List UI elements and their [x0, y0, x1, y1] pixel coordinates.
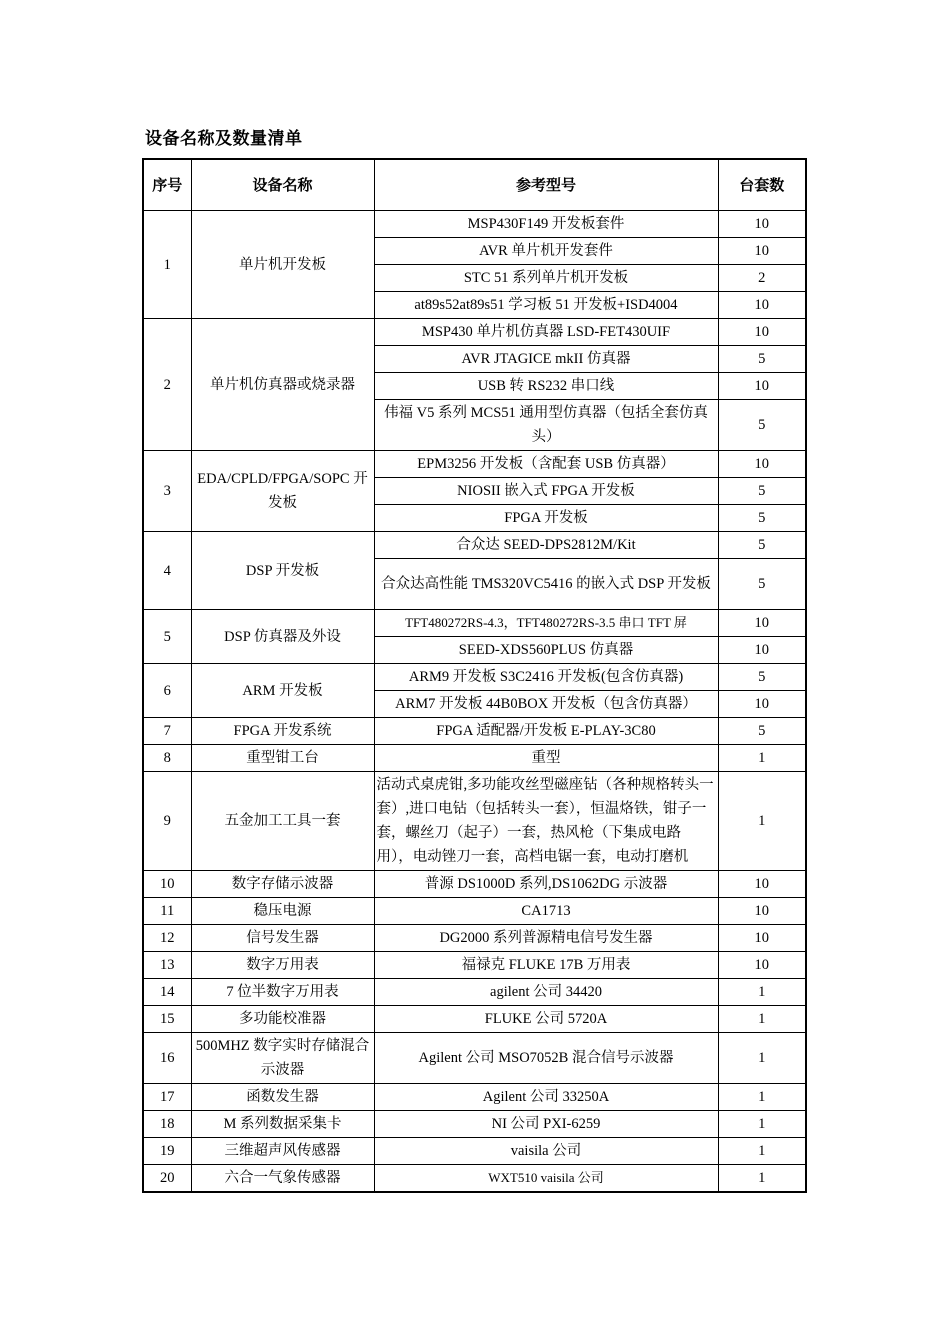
row-model: FPGA 开发板: [374, 505, 718, 532]
row-model: ARM7 开发板 44B0BOX 开发板（包含仿真器）: [374, 691, 718, 718]
row-qty: 1: [718, 772, 806, 871]
row-no: 20: [143, 1165, 191, 1193]
table-row: [143, 1084, 806, 1111]
row-qty: 10: [718, 238, 806, 265]
table-row: [143, 718, 806, 745]
row-qty: 5: [718, 718, 806, 745]
row-model: 福禄克 FLUKE 17B 万用表: [374, 952, 718, 979]
row-qty: 5: [718, 346, 806, 373]
header-name: 设备名称: [191, 159, 374, 211]
row-qty: 2: [718, 265, 806, 292]
table-row: [143, 898, 806, 925]
row-model: MSP430 单片机仿真器 LSD-FET430UIF: [374, 319, 718, 346]
row-no: 6: [143, 664, 191, 718]
table-row: [143, 610, 806, 637]
header-model: 参考型号: [374, 159, 718, 211]
row-qty: 5: [718, 400, 806, 451]
row-model: 合众达 SEED-DPS2812M/Kit: [374, 532, 718, 559]
row-no: 12: [143, 925, 191, 952]
row-model: FLUKE 公司 5720A: [374, 1006, 718, 1033]
row-model: AVR 单片机开发套件: [374, 238, 718, 265]
row-model: 普源 DS1000D 系列,DS1062DG 示波器: [374, 871, 718, 898]
equipment-table: [142, 158, 807, 1193]
row-qty: 1: [718, 1111, 806, 1138]
row-qty: 10: [718, 373, 806, 400]
row-name: M 系列数据采集卡: [191, 1111, 374, 1138]
header-no: 序号: [143, 159, 191, 211]
row-qty: 10: [718, 451, 806, 478]
row-qty: 10: [718, 691, 806, 718]
table-row: [143, 952, 806, 979]
row-qty: 1: [718, 1033, 806, 1084]
table-row: [143, 1138, 806, 1165]
row-no: 8: [143, 745, 191, 772]
row-no: 14: [143, 979, 191, 1006]
row-qty: 10: [718, 898, 806, 925]
row-no: 1: [143, 211, 191, 319]
row-name: 六合一气象传感器: [191, 1165, 374, 1193]
row-qty: 5: [718, 532, 806, 559]
header-row: [143, 159, 806, 211]
row-no: 9: [143, 772, 191, 871]
row-name: 7 位半数字万用表: [191, 979, 374, 1006]
row-no: 10: [143, 871, 191, 898]
row-name: 函数发生器: [191, 1084, 374, 1111]
table-row: [143, 1033, 806, 1084]
row-model: 活动式桌虎钳,多功能攻丝型磁座钻（各种规格转头一套）,进口电钻（包括转头一套），恒温烙铁，钳子一套，螺丝刀（起子）一套，热风枪（下集成电路用），电动锉刀一套，高档电锯一套，电动打磨机: [374, 772, 718, 871]
row-qty: 1: [718, 1006, 806, 1033]
row-model: MSP430F149 开发板套件: [374, 211, 718, 238]
row-name: 多功能校准器: [191, 1006, 374, 1033]
row-model: CA1713: [374, 898, 718, 925]
header-qty: 台套数: [718, 159, 806, 211]
table-row: [143, 1165, 806, 1193]
row-name: 重型钳工台: [191, 745, 374, 772]
table-row: [143, 664, 806, 691]
row-model: AVR JTAGICE mkII 仿真器: [374, 346, 718, 373]
row-name: DSP 开发板: [191, 532, 374, 610]
table-row: [143, 979, 806, 1006]
table-row: [143, 871, 806, 898]
row-no: 17: [143, 1084, 191, 1111]
table-row: [143, 772, 806, 871]
row-qty: 5: [718, 478, 806, 505]
row-qty: 10: [718, 292, 806, 319]
row-qty: 10: [718, 610, 806, 637]
row-no: 3: [143, 451, 191, 532]
row-name: 信号发生器: [191, 925, 374, 952]
row-model: FPGA 适配器/开发板 E-PLAY-3C80: [374, 718, 718, 745]
row-no: 18: [143, 1111, 191, 1138]
row-qty: 1: [718, 1138, 806, 1165]
row-name: 数字存储示波器: [191, 871, 374, 898]
row-model: agilent 公司 34420: [374, 979, 718, 1006]
row-model: USB 转 RS232 串口线: [374, 373, 718, 400]
row-qty: 10: [718, 871, 806, 898]
row-name: 单片机仿真器或烧录器: [191, 319, 374, 451]
row-name: EDA/CPLD/FPGA/SOPC 开发板: [191, 451, 374, 532]
row-model: vaisila 公司: [374, 1138, 718, 1165]
row-no: 13: [143, 952, 191, 979]
row-name: ARM 开发板: [191, 664, 374, 718]
row-model: Agilent 公司 33250A: [374, 1084, 718, 1111]
row-qty: 5: [718, 505, 806, 532]
row-model: WXT510 vaisila 公司: [374, 1165, 718, 1193]
row-qty: 10: [718, 952, 806, 979]
page-title: 设备名称及数量清单: [145, 129, 303, 149]
table-row: [143, 1006, 806, 1033]
table-row: [143, 925, 806, 952]
row-qty: 1: [718, 1084, 806, 1111]
row-model: Agilent 公司 MSO7052B 混合信号示波器: [374, 1033, 718, 1084]
row-model: ARM9 开发板 S3C2416 开发板(包含仿真器): [374, 664, 718, 691]
row-qty: 5: [718, 559, 806, 610]
row-model: 伟福 V5 系列 MCS51 通用型仿真器（包括全套仿真头）: [374, 400, 718, 451]
row-model: NI 公司 PXI-6259: [374, 1111, 718, 1138]
row-no: 4: [143, 532, 191, 610]
row-name: DSP 仿真器及外设: [191, 610, 374, 664]
row-qty: 10: [718, 319, 806, 346]
row-name: 数字万用表: [191, 952, 374, 979]
table-row: [143, 532, 806, 559]
row-no: 19: [143, 1138, 191, 1165]
row-model: SEED-XDS560PLUS 仿真器: [374, 637, 718, 664]
row-model: 合众达高性能 TMS320VC5416 的嵌入式 DSP 开发板: [374, 559, 718, 610]
row-name: 五金加工工具一套: [191, 772, 374, 871]
table-row: [143, 211, 806, 238]
table-row: [143, 319, 806, 346]
row-name: 稳压电源: [191, 898, 374, 925]
row-no: 16: [143, 1033, 191, 1084]
row-model: DG2000 系列普源精电信号发生器: [374, 925, 718, 952]
row-qty: 1: [718, 1165, 806, 1193]
row-qty: 10: [718, 211, 806, 238]
row-name: 三维超声风传感器: [191, 1138, 374, 1165]
row-no: 15: [143, 1006, 191, 1033]
table-row: [143, 745, 806, 772]
row-qty: 1: [718, 979, 806, 1006]
row-no: 7: [143, 718, 191, 745]
row-model: 重型: [374, 745, 718, 772]
row-qty: 10: [718, 637, 806, 664]
row-no: 5: [143, 610, 191, 664]
table-row: [143, 451, 806, 478]
row-model: STC 51 系列单片机开发板: [374, 265, 718, 292]
row-name: 500MHZ 数字实时存储混合示波器: [191, 1033, 374, 1084]
row-model: TFT480272RS-4.3，TFT480272RS-3.5 串口 TFT 屏: [374, 610, 718, 637]
table-row: [143, 1111, 806, 1138]
row-qty: 10: [718, 925, 806, 952]
row-no: 11: [143, 898, 191, 925]
row-model: at89s52at89s51 学习板 51 开发板+ISD4004: [374, 292, 718, 319]
row-qty: 1: [718, 745, 806, 772]
row-name: FPGA 开发系统: [191, 718, 374, 745]
row-name: 单片机开发板: [191, 211, 374, 319]
row-model: NIOSII 嵌入式 FPGA 开发板: [374, 478, 718, 505]
row-no: 2: [143, 319, 191, 451]
row-model: EPM3256 开发板（含配套 USB 仿真器）: [374, 451, 718, 478]
row-qty: 5: [718, 664, 806, 691]
